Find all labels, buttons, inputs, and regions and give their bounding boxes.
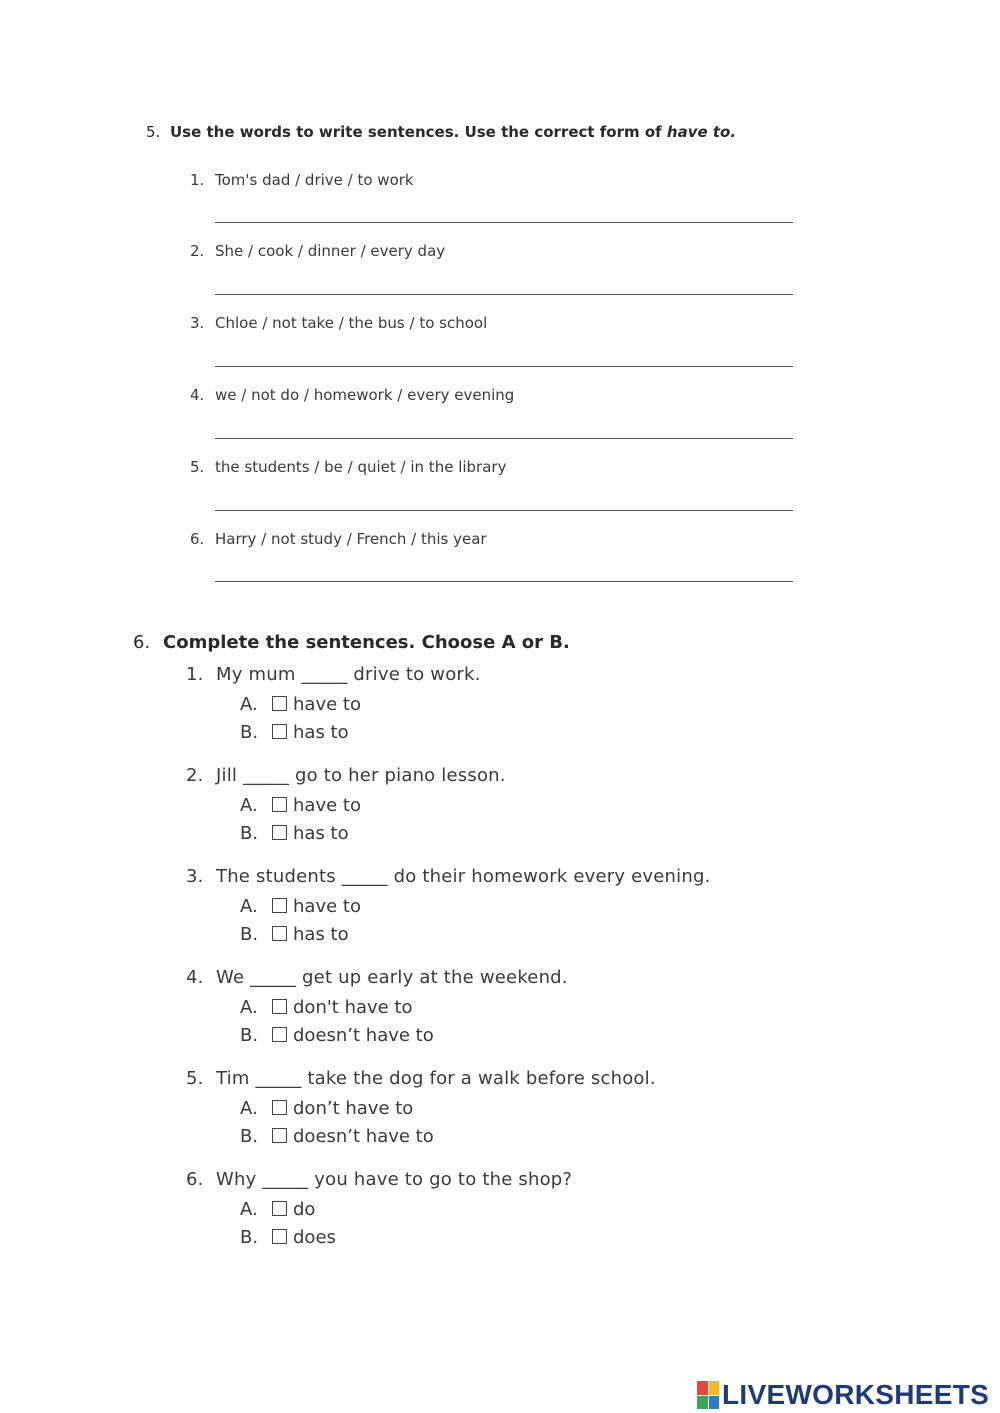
s6-q6-option-a[interactable]: A. do bbox=[240, 1199, 316, 1220]
checkbox[interactable] bbox=[272, 797, 287, 812]
s5-item-6: 6. Harry / not study / French / this year bbox=[190, 530, 487, 548]
logo-square-red bbox=[697, 1381, 708, 1395]
section-6-instruction bbox=[133, 632, 570, 653]
logo-square-blue bbox=[709, 1396, 720, 1410]
checkbox[interactable] bbox=[272, 926, 287, 941]
s5-item-2: 2. She / cook / dinner / every day bbox=[190, 242, 446, 260]
s6-question-6: 6. Why _____ you have to go to the shop? bbox=[186, 1169, 573, 1190]
checkbox[interactable] bbox=[272, 724, 287, 739]
liveworksheets-logo[interactable] bbox=[697, 1378, 989, 1412]
s5-item-1: 1. Tom's dad / drive / to work bbox=[190, 171, 414, 189]
s5-answer-line-2[interactable] bbox=[215, 294, 793, 295]
logo-mark-icon bbox=[697, 1381, 719, 1409]
s5-answer-line-1[interactable] bbox=[215, 222, 793, 223]
s5-answer-line-3[interactable] bbox=[215, 366, 793, 367]
s5-item-4: 4. we / not do / homework / every evening bbox=[190, 386, 515, 404]
section-5-italic: have to. bbox=[666, 123, 737, 141]
s6-q5-option-b[interactable]: B. doesn’t have to bbox=[240, 1126, 434, 1147]
section-5-text: Use the words to write sentences. Use the correct form of bbox=[170, 123, 667, 141]
s5-item-3: 3. Chloe / not take / the bus / to school bbox=[190, 314, 488, 332]
checkbox[interactable] bbox=[272, 696, 287, 711]
s6-q1-option-a[interactable]: A. have to bbox=[240, 694, 361, 715]
checkbox[interactable] bbox=[272, 1201, 287, 1216]
section-5-instruction bbox=[146, 122, 786, 143]
s6-q1-option-b[interactable]: B. has to bbox=[240, 722, 349, 743]
s6-q3-option-a[interactable]: A. have to bbox=[240, 896, 361, 917]
s6-q4-option-b[interactable]: B. doesn’t have to bbox=[240, 1025, 434, 1046]
s6-question-3: 3. The students _____ do their homework every evening. bbox=[186, 866, 711, 887]
checkbox[interactable] bbox=[272, 1128, 287, 1143]
section-5-number: 5. bbox=[146, 123, 161, 141]
s5-answer-line-4[interactable] bbox=[215, 438, 793, 439]
checkbox[interactable] bbox=[272, 1027, 287, 1042]
s6-q2-option-a[interactable]: A. have to bbox=[240, 795, 361, 816]
checkbox[interactable] bbox=[272, 898, 287, 913]
s6-question-5: 5. Tim _____ take the dog for a walk before school. bbox=[186, 1068, 656, 1089]
s5-answer-line-6[interactable] bbox=[215, 581, 793, 582]
checkbox[interactable] bbox=[272, 1100, 287, 1115]
s6-q2-option-b[interactable]: B. has to bbox=[240, 823, 349, 844]
checkbox[interactable] bbox=[272, 825, 287, 840]
s6-q5-option-a[interactable]: A. don’t have to bbox=[240, 1098, 414, 1119]
checkbox[interactable] bbox=[272, 1229, 287, 1244]
s6-question-2: 2. Jill _____ go to her piano lesson. bbox=[186, 765, 506, 786]
section-6-text: Complete the sentences. Choose A or B. bbox=[163, 632, 570, 653]
checkbox[interactable] bbox=[272, 999, 287, 1014]
s5-item-5: 5. the students / be / quiet / in the library bbox=[190, 458, 507, 476]
logo-square-green bbox=[697, 1396, 708, 1410]
s5-answer-line-5[interactable] bbox=[215, 510, 793, 511]
logo-square-yellow bbox=[709, 1381, 720, 1395]
s6-q4-option-a[interactable]: A. don't have to bbox=[240, 997, 413, 1018]
s6-q6-option-b[interactable]: B. does bbox=[240, 1227, 336, 1248]
s6-question-1: 1. My mum _____ drive to work. bbox=[186, 664, 481, 685]
s6-question-4: 4. We _____ get up early at the weekend. bbox=[186, 967, 568, 988]
logo-text: LIVEWORKSHEETS bbox=[722, 1379, 990, 1410]
s6-q3-option-b[interactable]: B. has to bbox=[240, 924, 349, 945]
section-6-number: 6. bbox=[133, 632, 151, 653]
